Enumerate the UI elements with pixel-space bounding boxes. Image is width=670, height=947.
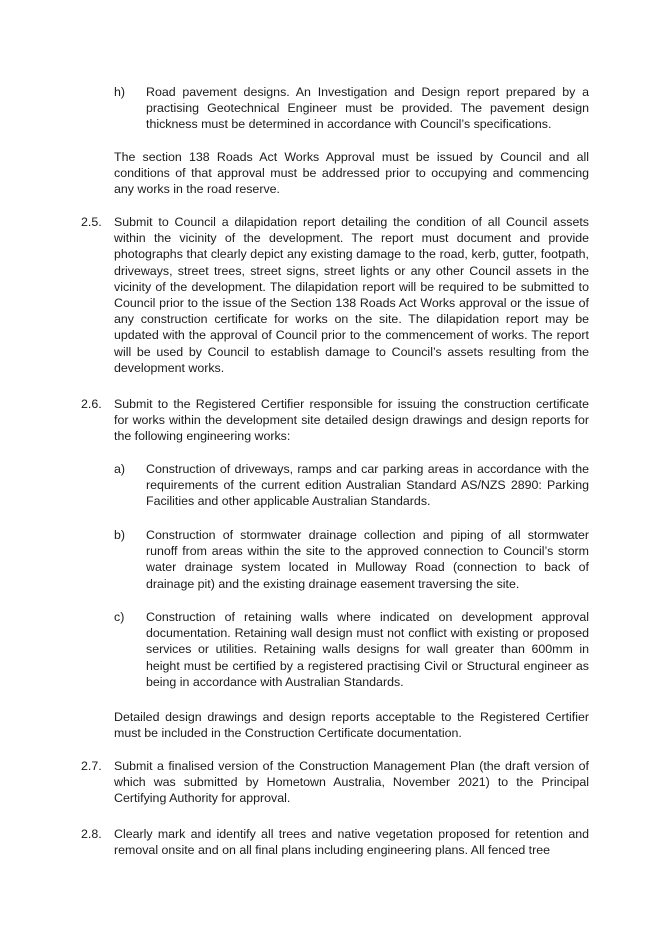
item-a-text: Construction of driveways, ramps and car parking areas in accordance with the requirements of the current edition Australian Standard AS/NZS 2890: Parking Facilities and other applicable Australian Standards. <box>146 462 589 509</box>
item-b-text: Construction of stormwater drainage collection and piping of all stormwater runoff from areas within the site to the approved connection to Council’s storm water drainage system located in Mulloway Road (connection to back of drainage pit) and the existing drainage easement traversing the site. <box>146 528 589 591</box>
item-a-label: a) <box>114 462 126 476</box>
item-h-text: Road pavement designs. An Investigation and Design report prepared by a practising Geotechnical Engineer must be provided. The pavement design thickness must be determined in accordance with Council’s specifications. <box>146 85 589 132</box>
section-2-7-text: Submit a finalised version of the Construction Management Plan (the draft version of which was submitted by Hometown Australia, November 2021) to the Principal Certifying Authority for approval. <box>114 759 589 806</box>
section-2-7-number: 2.7. <box>81 759 102 773</box>
section-138-paragraph: The section 138 Roads Act Works Approval must be issued by Council and all conditions of that approval must be addressed prior to occupying and commencing any works in the road reserve. <box>114 150 589 197</box>
section-2-6-number: 2.6. <box>81 397 102 411</box>
item-h-label: h) <box>114 85 126 99</box>
section-2-6-closing: Detailed design drawings and design reports acceptable to the Registered Certifier must be included in the Construction Certificate documentation. <box>114 710 589 741</box>
section-2-8-text: Clearly mark and identify all trees and native vegetation proposed for retention and removal onsite and on all final plans including engineering plans. All fenced tree <box>114 827 589 858</box>
section-2-6-text: Submit to the Registered Certifier responsible for issuing the construction certificate for works within the development site detailed design drawings and design reports for the following engineering works: <box>114 397 589 444</box>
item-c-label: c) <box>114 610 125 624</box>
item-c-text: Construction of retaining walls where indicated on development approval documentation. Retaining wall design must not conflict with existing or proposed services or utilities. Retaining walls designs for wall greater than 600mm in height must be certified by a registered practising Civil or Structural engineer as being in accordance with Australian Standards. <box>146 610 589 689</box>
item-b-label: b) <box>114 528 126 542</box>
section-2-5-text: Submit to Council a dilapidation report detailing the condition of all Council assets within the vicinity of the development. The report must document and provide photographs that clearly depict any existing damage to the road, kerb, gutter, footpath, driveways, street trees, street signs, street lights or any other Council assets in the vicinity of the development. The dilapidation report will be required to be submitted to Council prior to the issue of the Section 138 Roads Act Works approval or the issue of any construction certificate for works on the site. The dilapidation report may be updated with the approval of Council prior to the commencement of works. The report will be used by Council to establish damage to Council’s assets resulting from the development works. <box>114 215 589 375</box>
section-2-5-number: 2.5. <box>81 215 102 229</box>
section-2-8-number: 2.8. <box>81 827 102 841</box>
